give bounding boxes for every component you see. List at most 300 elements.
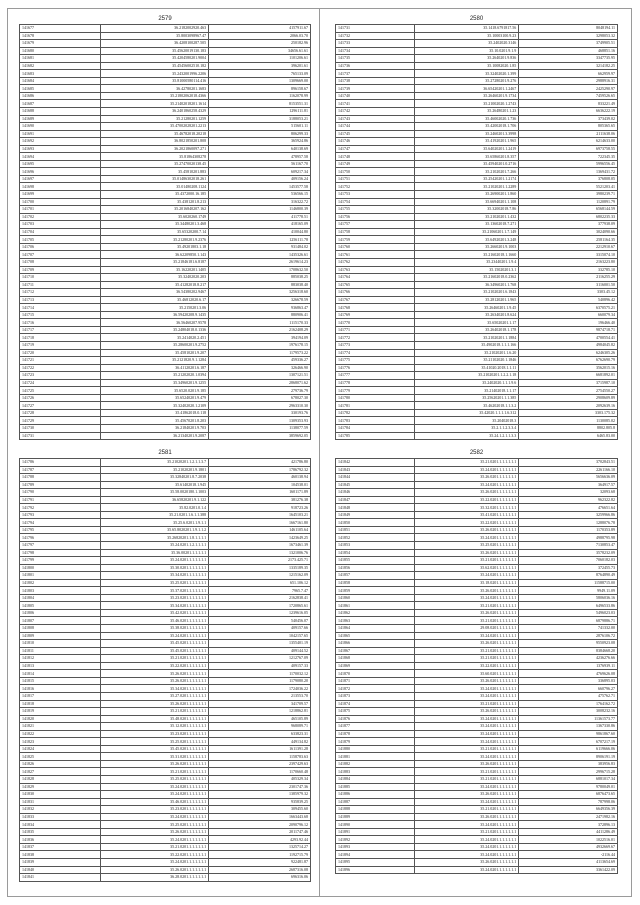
row-code-cell: 35.32402020.1.2109 [101,402,209,410]
row-id-cell: 141805 [20,602,101,610]
row-id-cell: 141882 [336,760,415,768]
row-amount-cell: 1307121.51 [209,372,311,380]
row-amount-cell: 9550923.08 [519,640,618,648]
table-row [336,130,618,138]
row-id-cell: 141852 [336,534,415,542]
table-row [20,153,311,161]
row-code-cell: 35.46.0201.1.1.1.1.1.1 [101,798,209,806]
row-amount-cell: 2116255.29 [519,274,618,282]
row-amount-cell: 394194.09 [209,334,311,342]
row-id-cell: 141723 [20,372,101,380]
row-code-cell: 35.25420201.1.2174 [414,175,518,183]
row-code-cell: 35.34.0201.1.1.1.1.1.1 [101,685,209,693]
table-row [336,587,618,595]
table-row [20,489,311,497]
row-id-cell: 141735 [336,55,415,63]
table-row [336,92,618,100]
table-row [20,775,311,783]
row-amount-cell: 476651.64 [519,504,618,512]
row-code-cell: 35.24.0201.1.1.1.1.1.1 [414,866,518,874]
row-id-cell: 141820 [20,715,101,723]
row-amount-cell: 9780049.01 [519,783,618,791]
table-row [336,108,618,116]
row-code-cell: 36.2401860258.4329 [101,108,209,116]
row-id-cell: 141792 [20,504,101,512]
table-row [336,123,618,131]
table-row [336,364,618,372]
row-id-cell: 141836 [20,836,101,844]
table-row [336,609,618,617]
row-code-cell: 35.23.0201.1.1.1.1.1.1 [101,806,209,814]
table-row [20,564,311,572]
row-amount-cell: 1461105.64 [209,526,311,534]
row-id-cell: 141704 [20,228,101,236]
row-id-cell: 141742 [336,108,415,116]
row-id-cell: 141727 [20,402,101,410]
row-amount-cell: 421786.80 [209,459,311,467]
row-amount-cell: 1335189.35 [209,564,311,572]
table-row [20,858,311,866]
table-row [20,798,311,806]
row-code-cell: 35.26.0201.1.1.1.1.1.1 [414,708,518,716]
row-amount-cell: 1720865.61 [209,602,311,610]
row-code-cell: 35.2432001996.2206 [101,70,209,78]
row-id-cell: 141868 [336,655,415,663]
row-code-cell: 35.24.0201.1.1.1.1.1.1 [414,798,518,806]
row-id-cell: 141708 [20,258,101,266]
row-amount-cell: 2066.03.70 [209,32,311,40]
row-id-cell: 141879 [336,738,415,746]
row-amount-cell: 722345.35 [519,153,618,161]
row-id-cell: 141699 [20,191,101,199]
table-row [336,334,618,342]
row-id-cell: 141771 [336,326,415,334]
row-amount-cell: 2425290.97 [519,85,618,93]
row-amount-cell: 1786792.32 [209,466,311,474]
row-id-cell: 141695 [20,160,101,168]
table-row [336,183,618,191]
row-id-cell: 141701 [20,206,101,214]
row-amount-cell: 931484.02 [209,243,311,251]
table-row [336,647,618,655]
row-amount-cell: 316322.72 [209,198,311,206]
table-row [336,236,618,244]
row-id-cell: 141686 [20,92,101,100]
row-id-cell: 141689 [20,115,101,123]
table-row [20,836,311,844]
row-code-cell: 35.30.0201.1.1.1.1.1.1 [101,564,209,572]
row-amount-cell: 7459526.65 [519,92,618,100]
row-amount-cell: 377938.09 [519,221,618,229]
row-code-cell: 35.21.0201.1.1.1.1.1.1 [414,602,518,610]
row-amount-cell: 2111638.06 [519,130,618,138]
row-id-cell: 141726 [20,394,101,402]
row-id-cell: 141740 [336,92,415,100]
row-id-cell: 141678 [20,32,101,40]
table-row [336,289,618,297]
row-amount-cell: 11361573.77 [519,715,618,723]
table-row [20,145,311,153]
row-id-cell: 141797 [20,542,101,550]
row-id-cell: 141684 [20,77,101,85]
row-amount-cell: 2261166.10 [519,466,618,474]
table-row [336,511,618,519]
row-id-cell: 141877 [336,723,415,731]
table-row [336,496,618,504]
row-code-cell: 35.38.0201.1.1.1.1.1.1 [101,625,209,633]
row-id-cell: 141843 [336,466,415,474]
row-code-cell: 35.24.1.2.1.1.3.3 [414,432,518,440]
row-id-cell: 141838 [20,851,101,859]
table-row [20,25,311,33]
table-row [336,617,618,625]
row-id-cell: 141756 [336,213,415,221]
row-code-cell: 35.32840201.8.7.2038 [101,474,209,482]
row-code-cell: 35.65240201.9.479 [101,394,209,402]
row-amount-cell: 1170032.12 [209,670,311,678]
table-row [20,236,311,244]
row-id-cell: 141730 [20,424,101,432]
table-panel-bottom-right [335,448,618,874]
row-amount-cell: 9861867.60 [519,730,618,738]
row-amount-cell: 1215162.09 [209,572,311,580]
row-amount-cell: 8764890.49 [519,572,618,580]
table-row [336,77,618,85]
row-id-cell: 141788 [20,474,101,482]
table-row [336,745,618,753]
table-row [20,424,311,432]
row-amount-cell: 741332.00 [519,625,618,633]
row-amount-cell: 4157911.67 [209,25,311,33]
row-id-cell: 141804 [20,594,101,602]
row-amount-cell: 5496023.03 [519,609,618,617]
table-row [20,526,311,534]
row-id-cell: 141822 [20,730,101,738]
row-code-cell: 35.2414020.2.451 [101,334,209,342]
row-id-cell: 141848 [336,504,415,512]
row-id-cell: 141864 [336,625,415,633]
row-code-cell: 35.21280201.9.2376 [101,236,209,244]
row-amount-cell: 1663443.68 [209,813,311,821]
table-row [20,572,311,580]
table-row [336,379,618,387]
row-id-cell: 141787 [20,466,101,474]
row-code-cell: 35.26460201.1.9.45 [414,304,518,312]
row-id-cell: 141681 [20,55,101,63]
row-code-cell: 35.34960201.9.1255 [101,379,209,387]
row-id-cell: 141851 [336,526,415,534]
row-id-cell: 141806 [20,609,101,617]
row-id-cell: 141815 [20,677,101,685]
row-id-cell: 141751 [336,175,415,183]
row-code-cell: 35.24.0201.1.1.1.1.1.1 [414,723,518,731]
row-id-cell: 141842 [336,459,415,467]
row-amount-cell: 475762.71 [519,692,618,700]
table-row [20,251,311,259]
row-code-cell: 35.21020201.1.1884 [414,334,518,342]
row-code-cell: 35.2402020.1.1.1.9.6 [414,379,518,387]
table-row [336,851,618,859]
row-id-cell: 141707 [20,251,101,259]
row-amount-cell: 660796.27 [519,685,618,693]
row-amount-cell: 1376939.11 [519,662,618,670]
row-amount-cell: 3303.175.32 [519,409,618,417]
row-code-cell: 35.26.0201.1.1.1.1.1.1 [414,549,518,557]
table-row [20,402,311,410]
row-code-cell: 35.2150201.3.06 [101,304,209,312]
row-id-cell: 141839 [20,858,101,866]
row-id-cell: 141760 [336,243,415,251]
row-id-cell: 141679 [20,40,101,48]
row-code-cell: 35.26.0201.1.1.1.1.1.1 [101,677,209,685]
row-amount-cell: 34656.61.61 [209,47,311,55]
row-id-cell: 141800 [20,564,101,572]
row-id-cell: 141696 [20,168,101,176]
row-amount-cell: 449134.82 [209,738,311,746]
row-code-cell: 35.65860201.8.357 [414,153,518,161]
row-amount-cell: 3256318.60 [209,289,311,297]
row-id-cell: 141890 [336,821,415,829]
table-row [20,296,311,304]
table-row [20,496,311,504]
row-amount-cell: 5656636.09 [519,474,618,482]
table-row [20,175,311,183]
row-code-cell: 35.2016840207.162 [101,206,209,214]
table-row [20,432,311,440]
row-amount-cell: 5521203.41 [519,183,618,191]
row-amount-cell: 309455.60 [209,806,311,814]
row-code-cell: 35.21.0201.1.1.1.1.1.1 [414,459,518,467]
row-code-cell: 35.21020201.1.2.1.1.3.7 [101,459,209,467]
row-code-cell: 35.45810201.9.207 [101,349,209,357]
row-amount-cell: 11588715.00 [519,579,618,587]
row-id-cell: 141803 [20,587,101,595]
row-code-cell: 35.24.0201.1.1.1.1.1.1 [414,572,518,580]
row-amount-cell: 196466.40 [519,319,618,327]
table-row [20,258,311,266]
row-id-cell: 141759 [336,236,415,244]
table-row [336,281,618,289]
table-row [336,304,618,312]
row-id-cell: 141762 [336,258,415,266]
row-amount-cell: 1296111.81 [209,108,311,116]
row-code-cell: 35.42020.1.1.1.1.6.312 [414,409,518,417]
row-amount-cell: 6707217.19 [519,738,618,746]
row-id-cell: 141732 [336,32,415,40]
row-id-cell: 141713 [20,296,101,304]
table-row [336,775,618,783]
row-amount-cell: 1309353.93 [209,417,311,425]
row-id-cell: 141782 [336,409,415,417]
table-row [336,836,618,844]
row-amount-cell: 1309669.00 [209,77,311,85]
row-amount-cell: 540896.42 [519,296,618,304]
table-row [20,100,311,108]
row-amount-cell: 1101206.61 [209,55,311,63]
row-id-cell: 141829 [20,783,101,791]
row-code-cell: 35.24.0201.1.1.1.1.1.1 [414,738,518,746]
row-amount-cell: 3562015.16 [519,364,618,372]
row-id-cell: 141830 [20,791,101,799]
table-row [20,55,311,63]
row-amount-cell: 918723.26 [209,504,311,512]
row-amount-cell: 2963310.30 [209,402,311,410]
table-row [336,394,618,402]
table-row [336,685,618,693]
row-id-cell: 141770 [336,319,415,327]
row-code-cell: 35.25.0201.1.1.1.1.1.1 [101,821,209,829]
row-amount-cell: 2011747.46 [209,828,311,836]
table-row [20,594,311,602]
table-row [20,70,311,78]
row-id-cell: 141694 [20,153,101,161]
table-row [336,258,618,266]
table-row [336,372,618,380]
table-row [336,153,618,161]
row-code-cell: 35.21.0201.1.1.1.1.1.1 [101,655,209,663]
row-code-cell: 35.42.0201.1.1.1.1.1.1 [101,609,209,617]
row-amount-cell: 833221.49 [519,100,618,108]
row-id-cell: 141779 [336,387,415,395]
row-id-cell: 141711 [20,281,101,289]
row-id-cell: 141809 [20,632,101,640]
table-row [20,791,311,799]
table-row [20,409,311,417]
table-row [20,228,311,236]
row-id-cell: 141767 [336,296,415,304]
table-row [336,858,618,866]
row-id-cell: 141746 [336,138,415,146]
row-code-cell: 35.24.0201.1.1.1.1.1.1 [101,632,209,640]
row-code-cell: 35.32.0201.1.1.1.1.1.1 [414,504,518,512]
table-row [336,677,618,685]
row-id-cell: 141895 [336,858,415,866]
row-amount-cell: 336895.03 [519,677,618,685]
table-row [20,640,311,648]
row-code-cell: 35.26.0201.1.1.1.1.1.1 [414,526,518,534]
table-row [336,409,618,417]
data-table [19,458,311,882]
row-code-cell: 35.21.0201.1.1.1.1.1.1 [101,843,209,851]
table-row [336,191,618,199]
row-id-cell: 141790 [20,489,101,497]
row-code-cell: 35.24.0201.1.1.1.1.1.1 [414,821,518,829]
row-amount-cell: 696316.06 [209,874,311,882]
table-row [20,77,311,85]
table-row [336,168,618,176]
row-id-cell: 141816 [20,685,101,693]
table-row [20,745,311,753]
row-code-cell: 35.24.0201.1.1.1.1.1.1 [101,791,209,799]
data-table [19,24,311,440]
table-row [20,828,311,836]
table-row [20,372,311,380]
row-amount-cell: 2868071.62 [209,379,311,387]
row-id-cell: 141856 [336,564,415,572]
row-amount-cell: 515601.11 [209,123,311,131]
table-row [20,813,311,821]
row-id-cell: 141887 [336,798,415,806]
row-amount-cell: 411778.51 [209,213,311,221]
row-id-cell: 141869 [336,662,415,670]
row-id-cell: 141813 [20,662,101,670]
row-amount-cell: 3303.45.12 [519,289,618,297]
table-row [336,542,618,550]
row-code-cell: 35.21.0201.1.1.1.1.1.1 [414,617,518,625]
table-row [336,579,618,587]
table-row [20,783,311,791]
table-row [20,334,311,342]
row-amount-cell: 6876473.65 [519,791,618,799]
row-amount-cell: 6762690.79 [519,357,618,365]
table-row [336,564,618,572]
table-body [336,25,618,440]
row-amount-cell: 1321006.76 [209,549,311,557]
row-id-cell: 141717 [20,326,101,334]
table-row [336,798,618,806]
row-code-cell: 35.24.0201.1.2.1.1.1.1 [101,542,209,550]
table-row [336,783,618,791]
row-amount-cell: 6636222.19 [519,108,618,116]
row-amount-cell: 9949.11.09 [519,587,618,595]
table-row [336,738,618,746]
row-amount-cell: 3715987.10 [519,379,618,387]
row-code-cell: 35.24.0201.1.1.1.1.1.1 [101,557,209,565]
row-id-cell: 141716 [20,319,101,327]
row-code-cell: 35.01486302018.261 [101,175,209,183]
row-code-cell: 35.4372000.16.185 [101,191,209,199]
row-amount-cell: 3008232.16 [519,708,618,716]
row-code-cell: 35.26.0201.1.1.1.1.1.1 [414,587,518,595]
row-code-cell: 35.24.0201.1.1.1.1.1.1 [414,851,518,859]
row-code-cell: 35.21.0201.1.1.1.1.1.1 [414,775,518,783]
row-amount-cell: 922481.87 [209,858,311,866]
row-id-cell: 141819 [20,708,101,716]
row-code-cell: 35.22.0201.1.1.1.1.1.1 [101,662,209,670]
row-code-cell: 35.46002020.1.736 [414,115,518,123]
row-id-cell: 141796 [20,534,101,542]
row-amount-cell: 104538.01 [209,481,311,489]
row-code-cell: 35.41862018.0.118 [101,409,209,417]
row-code-cell: 35.32002018.7.86 [414,206,518,214]
table-row [20,311,311,319]
row-id-cell: 141853 [336,542,415,550]
row-code-cell: 35.26.0201.1.1.1.1.1.1 [101,670,209,678]
row-code-cell: 35.18.0201.1.1.1.1.1.1 [414,579,518,587]
table-panel-top-right [335,14,618,440]
row-code-cell: 35.45940201.0.2716 [414,160,518,168]
row-code-cell: 35.41020.2018.1.1.11 [414,364,518,372]
row-id-cell: 141710 [20,274,101,282]
row-amount-cell: 2173.425.71 [209,557,311,565]
row-id-cell: 141769 [336,311,415,319]
row-id-cell: 141748 [336,153,415,161]
table-row [336,62,618,70]
row-code-cell: 35.42002018.1.706 [414,123,518,131]
row-id-cell: 141886 [336,791,415,799]
row-id-cell: 141837 [20,843,101,851]
table-row [336,387,618,395]
row-amount-cell: 1385979.32 [209,791,311,799]
table-row [336,821,618,829]
row-amount-cell: 6973758.55 [519,145,618,153]
row-amount-cell: 213553.70 [209,692,311,700]
row-id-cell: 141691 [20,130,101,138]
table-row [336,466,618,474]
table-row [20,326,311,334]
row-amount-cell: 418165.09 [209,221,311,229]
row-amount-cell: 2162408.29 [209,326,311,334]
